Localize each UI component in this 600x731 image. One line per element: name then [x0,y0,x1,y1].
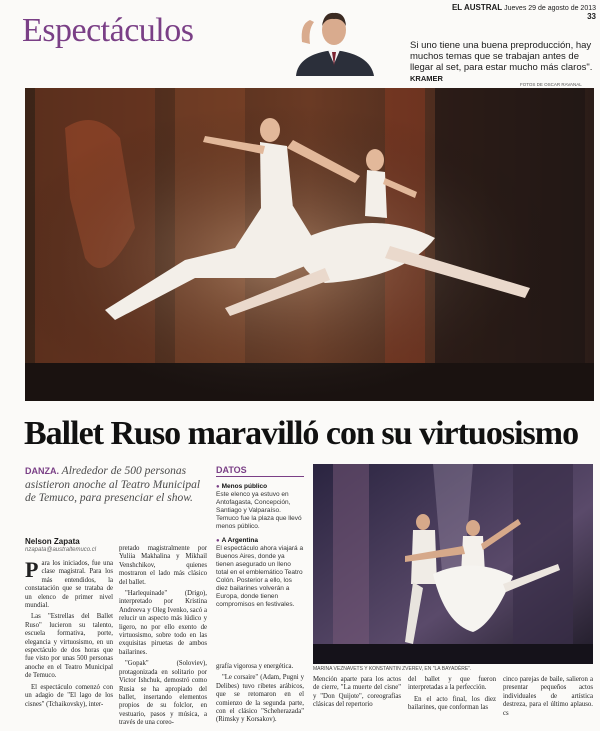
headline: Ballet Ruso maravilló con su virtuosismo [24,415,579,452]
byline-author: Nelson Zapata [25,537,80,546]
quote-text: Si uno tiene una buena preproducción, hay muchos temas que se trabajan antes de llegar al set, para estar mucho más claros". [410,40,593,73]
body-column-1 [25,557,113,712]
body-paragraph: El espectáculo comenzó con un adagio de "El lago de los cisnes" (Tchaikovsky), inter- [25,683,113,708]
body-paragraph: En el acto final, los diez bailarines, que conforman las [408,695,496,712]
issue-date: Jueves 29 de agosto de 2013 [504,5,596,12]
hero-photo [25,88,594,401]
secondary-photo [313,464,593,664]
body-paragraph: del ballet y que fueron interpretadas a la perfección. [408,676,496,692]
body-column-4 [313,676,401,713]
lead-kicker: DANZA. [25,466,59,476]
byline [25,537,96,553]
section-title: Espectáculos [22,12,194,49]
photo-caption: MARINA VEZNAVETS Y KONSTANTIN ZVEREV, EN "LA BAYADÈRE". [313,666,472,672]
body-paragraph: "Gopak" (Soloviev), protagonizada en solitario por Victor Ishchuk, demostró como Rusia se ha apropiado del ballet, insertando elementos propios de su folclor, en vestuario, pasos y música, a través de una coreo- [119,660,207,727]
pull-quote [410,40,596,84]
drop-cap: P [25,557,39,582]
byline-email[interactable]: nzapata@australtemuco.cl [25,547,97,553]
body-paragraph: Mención aparte para los actos de cierre, "La muerte del cisne" y "Don Quijote", coreografías clásicas del repertorio [313,676,401,709]
body-column-2 [119,545,207,731]
datos-text: El espectáculo ahora viajará a Buenos Aires, donde ya tienen asegurado un lleno total en el emblemático Teatro Colón. Posterior a ello, los diez bailarines volverán a Europa, donde tienen compromisos en festivales. [216,545,304,608]
page-number: 33 [587,12,596,21]
body-paragraph: Las "Estrellas del Ballet Ruso" lucieron su talento, escuela formativa, porte, elegancia y virtuosismo, en un espectáculo de dos horas que fue visto por unas 500 personas anoche en el Teatro Municipal de Temuco. [25,613,113,680]
body-paragraph: pretado magistralmente por Yuliia Makhalina y Mikhail Venshchikov, quienes mostraron el lado más clásico del ballet. [119,545,207,586]
lead-text: Alrededor de 500 personas asistieron anoche al Teatro Municipal de Temuco, para presenciar el show. [25,465,201,504]
columnist-portrait [288,6,380,76]
lead-paragraph [25,465,205,506]
body-paragraph: grafía vigorosa y energética. [216,663,294,670]
datos-box [216,466,304,609]
body-paragraph: "Le corsaire" (Adam, Pugni y Delibes) tuvo ribetes arábicos, que se retomaron en el comienzo de la segunda parte, con el clásico "Scheherazada" (Rimsky y Korsakov). [216,674,304,724]
paper-name: EL AUSTRAL [451,3,503,12]
masthead [448,3,596,21]
body-column-5 [408,676,496,716]
body-paragraph: "Harlequinade" (Drigo), interpretado por Kristina Andreeva y Oleg Ivenko, sacó a relucir un aspecto más lúdico y ligero, no por ello exento de virtuosismo, sobre todo en las exquisitas piruetas de ambos bailarines. [119,590,207,656]
datos-text: Este elenco ya estuvo en Antofagasta, Concepción, Santiago y Valparaíso. Temuco fue la plaza que llevó menos público. [216,491,302,530]
body-column-6 [503,676,593,721]
datos-title: DATOS [216,466,304,477]
body-column-3 [216,663,304,728]
quote-author: KRAMER [410,74,443,83]
photo-credit: FOTOS DE OSCAR RAVANAL [520,82,582,87]
datos-heading: ● Menos público [216,483,304,491]
datos-heading: ● A Argentina [216,537,304,545]
body-paragraph: ara los iniciados, fue una clase magistral. Para los más entendidos, la constatación que se trataba de un elenco de primer nivel mundial. [25,560,113,610]
body-paragraph: cinco parejas de baile, salieron a presentar pequeños actos individuales de artística destreza, para el último aplauso. cs [503,676,593,717]
